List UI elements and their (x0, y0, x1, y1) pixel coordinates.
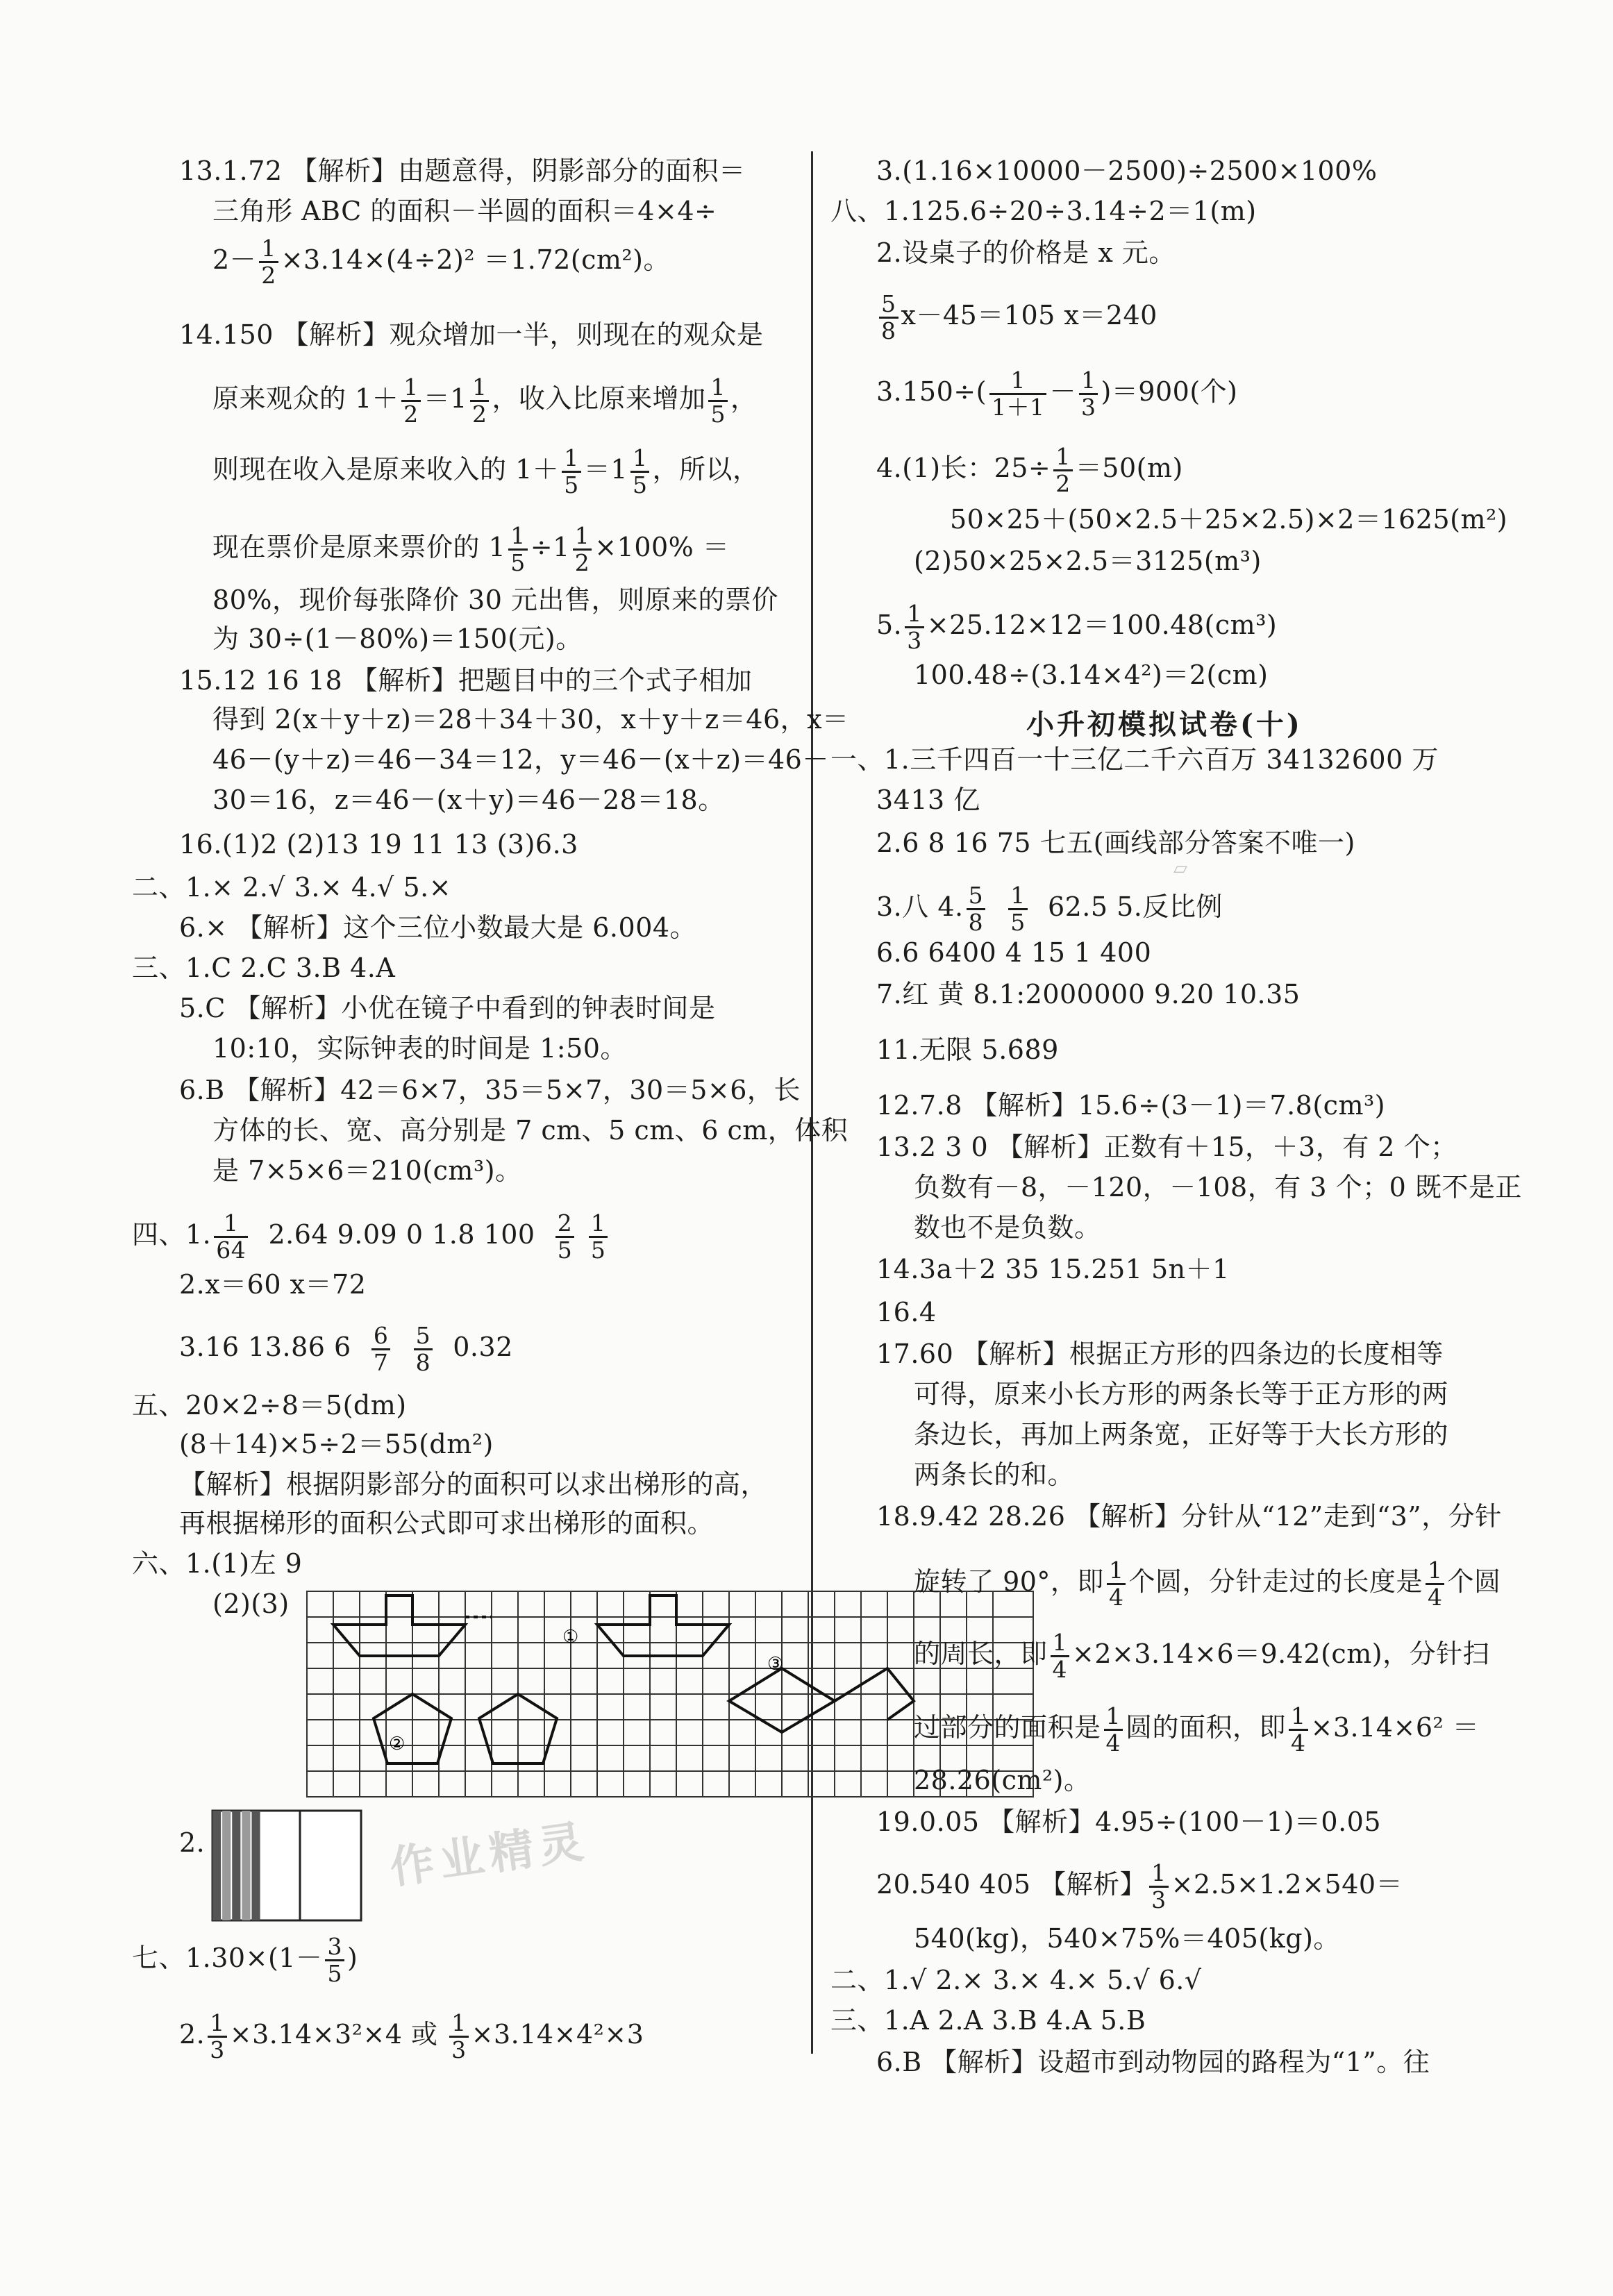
label-circle-2: ② (389, 1734, 406, 1754)
left-line-19: 10:10，实际钟表的时间是 1:50。 (212, 1033, 627, 1064)
boat-shape (333, 1595, 465, 1656)
left-line-14: 16.(1)2 (2)13 19 11 13 (3)6.3 (179, 829, 578, 860)
left-line-4: 14.150 【解析】观众增加一半，则现在的观众是 (179, 319, 764, 350)
right-line-26: 条边长，再加上两条宽，正好等于大长方形的 (914, 1419, 1449, 1450)
left-line-33: 七、1.30×(1－ $\frac{3}{5}$ ) (132, 1933, 358, 1987)
right-line-25: 可得，原来小长方形的两条长等于正方形的两 (914, 1379, 1449, 1409)
stamp-mark: ▱ (1173, 858, 1187, 879)
left-line-13: 30＝16，z＝46－(x＋y)＝46－28＝18。 (212, 785, 725, 815)
right-line-11: 一、1.三千四百一十三亿二千六百万 34132600 万 (830, 744, 1439, 775)
right-line-29: 旋转了 90°，即 $\frac{1}{4}$ 个圆，分针走过的长度是 $\frac{1}{4}$ 个圆 (914, 1557, 1501, 1611)
fraction: $\frac{1}{2}$ (259, 236, 278, 288)
left-line-22: 是 7×5×6＝210(cm³)。 (212, 1155, 522, 1186)
right-line-24: 17.60 【解析】根据正方形的四条边的长度相等 (876, 1339, 1444, 1369)
right-line-33: 19.0.05 【解析】4.95÷(100－1)＝0.05 (876, 1807, 1382, 1837)
left-line-16: 6.× 【解析】这个三位小数最大是 6.004。 (179, 912, 697, 943)
strip-shaded-part (212, 1811, 221, 1920)
left-line-10: 15.12 16 18 【解析】把题目中的三个式子相加 (179, 665, 753, 696)
left-line-8: 80%，现价每张降价 30 元出售，则原来的票价 (212, 585, 778, 615)
left-line-21: 方体的长、宽、高分别是 7 cm、5 cm、6 cm，体积 (212, 1115, 849, 1146)
left-line-2: 三角形 ABC 的面积－半圆的面积＝4×4÷ (212, 196, 717, 226)
right-line-4: $\frac{5}{8}$ x－45＝105 x＝240 (876, 292, 1157, 344)
left-line-17: 三、1.C 2.C 3.B 4.A (132, 953, 396, 983)
right-line-21: 数也不是负数。 (914, 1212, 1101, 1243)
boat-shape-translated (597, 1595, 729, 1656)
right-line-35: 540(kg)，540×75%＝405(kg)。 (914, 1923, 1340, 1954)
right-line-7: 50×25＋(50×2.5＋25×2.5)×2＝1625(m²) (950, 504, 1508, 535)
strip-shaded-part (232, 1811, 240, 1920)
right-line-6: 4.(1)长：25÷ $\frac{1}{2}$ ＝50(m) (876, 443, 1183, 497)
section-title: 小升初模拟试卷(十) (1026, 708, 1303, 741)
right-line-34: 20.540 405 【解析】 $\frac{1}{3}$ ×2.5×1.2×540＝ (876, 1859, 1403, 1913)
right-line-38: 6.B 【解析】设超市到动物园的路程为“1”。往 (876, 2047, 1430, 2077)
right-line-17: 11.无限 5.6̇8̇9 (876, 1034, 1059, 1065)
right-line-27: 两条长的和。 (914, 1459, 1075, 1490)
strip-shaded-part (222, 1811, 231, 1920)
right-line-22: 14.3a＋2 35 15.251 5n＋1 (876, 1254, 1230, 1284)
right-line-18: 12.7.8 【解析】15.6÷(3－1)＝7.8(cm³) (876, 1090, 1386, 1121)
right-line-1: 3.(1.16×10000－2500)÷2500×100% (876, 156, 1378, 186)
left-line-34: 2. $\frac{1}{3}$ ×3.14×3²×4 或 $\frac{1}{3}$ ×3.14×4²×3 (179, 2009, 644, 2063)
right-line-37: 三、1.A 2.A 3.B 4.A 5.B (830, 2005, 1146, 2036)
right-line-23: 16.4 (876, 1297, 937, 1327)
right-line-19: 13.2 3 0 【解析】正数有＋15，＋3，有 2 个； (876, 1132, 1457, 1162)
strip-shaded-part (251, 1811, 260, 1920)
watermark: 作业精灵 (386, 1815, 592, 1895)
left-line-9: 为 30÷(1－80%)＝150(元)。 (212, 623, 583, 654)
fraction-strip-figure (211, 1809, 362, 1922)
right-line-30: 的周长，即 $\frac{1}{4}$ ×2×3.14×6＝9.42(cm)，分针扫 (914, 1629, 1490, 1683)
left-line-32: 2. (179, 1827, 206, 1858)
right-line-31: 过部分的面积是 $\frac{1}{4}$ 圆的面积，即 $\frac{1}{4}$ ×3.14×6² ＝ (914, 1702, 1480, 1757)
left-line-31: (2)(3) (212, 1589, 290, 1619)
left-line-26: 五、20×2÷8＝5(dm) (132, 1390, 407, 1421)
left-line-24: 2.x＝60 x＝72 (179, 1269, 367, 1300)
right-line-36: 二、1.√ 2.× 3.× 4.× 5.√ 6.√ (830, 1965, 1202, 1995)
right-line-12: 3413 亿 (876, 785, 980, 815)
right-line-15: 6.6 6400 4 15 1 400 (876, 937, 1152, 968)
right-line-5: 3.150÷( $\frac{1}{1+1}$ － $\frac{1}{3}$ )＝900(个) (876, 367, 1238, 421)
right-line-9: 5. $\frac{1}{3}$ ×25.12×12＝100.48(cm³) (876, 600, 1278, 654)
right-line-10: 100.48÷(3.14×4²)＝2(cm) (914, 660, 1269, 690)
left-line-3: 2－ $\frac{1}{2}$ ×3.14×(4÷2)² ＝1.72(cm²)。 (212, 235, 670, 289)
left-line-27: (8＋14)×5÷2＝55(dm²) (179, 1429, 494, 1459)
right-line-16: 7.红 黄 8.1:2000000 9.20 10.35 (876, 979, 1301, 1009)
left-line-29: 再根据梯形的面积公式即可求出梯形的面积。 (179, 1508, 714, 1539)
left-line-25: 3.16 13.86 6 $\frac{6}{7}$ $\frac{5}{8}$ 0.32 (179, 1322, 513, 1376)
left-line-7: 现在票价是原来票价的 1 $\frac{1}{5}$ ÷1 $\frac{1}{2}$ ×100% ＝ (212, 522, 730, 576)
right-line-13: 2.6 8 16 75 七五(画线部分答案不唯一) (876, 828, 1355, 858)
right-line-20: 负数有－8，－120，－108，有 3 个；0 既不是正 (914, 1172, 1522, 1203)
left-line-23: 四、1. $\frac{1}{64}$ 2.64 9.09 0 1.8 100 $\frac{2}{5}$ $\frac{1}{5}$ (132, 1211, 610, 1263)
left-line-20: 6.B 【解析】42＝6×7，35＝5×7，30＝5×6，长 (179, 1075, 801, 1105)
strip-shaded-part (242, 1811, 250, 1920)
right-line-32: 28.26(cm²)。 (914, 1765, 1091, 1795)
left-line-30: 六、1.(1)左 9 (132, 1548, 303, 1579)
right-line-8: (2)50×25×2.5＝3125(m³) (914, 546, 1262, 576)
left-line-12: 46－(y＋z)＝46－34＝12，y＝46－(x＋z)＝46－ (212, 744, 829, 775)
right-line-2: 八、1.125.6÷20÷3.14÷2＝1(m) (830, 196, 1257, 226)
left-line-18: 5.C 【解析】小优在镜子中看到的钟表时间是 (179, 993, 716, 1023)
left-line-5: 原来观众的 1＋ $\frac{1}{2}$ ＝1 $\frac{1}{2}$ ，收入比原来增加 $\frac{1}{5}$ ， (212, 374, 758, 428)
right-line-28: 18.9.42 28.26 【解析】分针从“12”走到“3”，分针 (876, 1501, 1502, 1532)
right-line-3: 2.设桌子的价格是 x 元。 (876, 237, 1176, 268)
label-circle-3: ③ (767, 1654, 784, 1675)
left-line-28: 【解析】根据阴影部分的面积可以求出梯形的高， (179, 1469, 768, 1500)
left-line-15: 二、1.× 2.√ 3.× 4.√ 5.× (132, 872, 452, 903)
left-line-6: 则现在收入是原来收入的 1＋ $\frac{1}{5}$ ＝1 $\frac{1}{5}$ ，所以， (212, 444, 760, 498)
left-line-1: 13.1.72 【解析】由题意得，阴影部分的面积＝ (179, 156, 746, 186)
left-line-11: 得到 2(x＋y＋z)＝28＋34＋30，x＋y＋z＝46，x＝ (212, 704, 849, 735)
label-circle-1: ① (562, 1627, 579, 1648)
strip-shading (212, 1811, 260, 1920)
right-line-14: 3.八 4. $\frac{5}{8}$ $\frac{1}{5}$ 62.5 5.反比例 (876, 882, 1223, 936)
